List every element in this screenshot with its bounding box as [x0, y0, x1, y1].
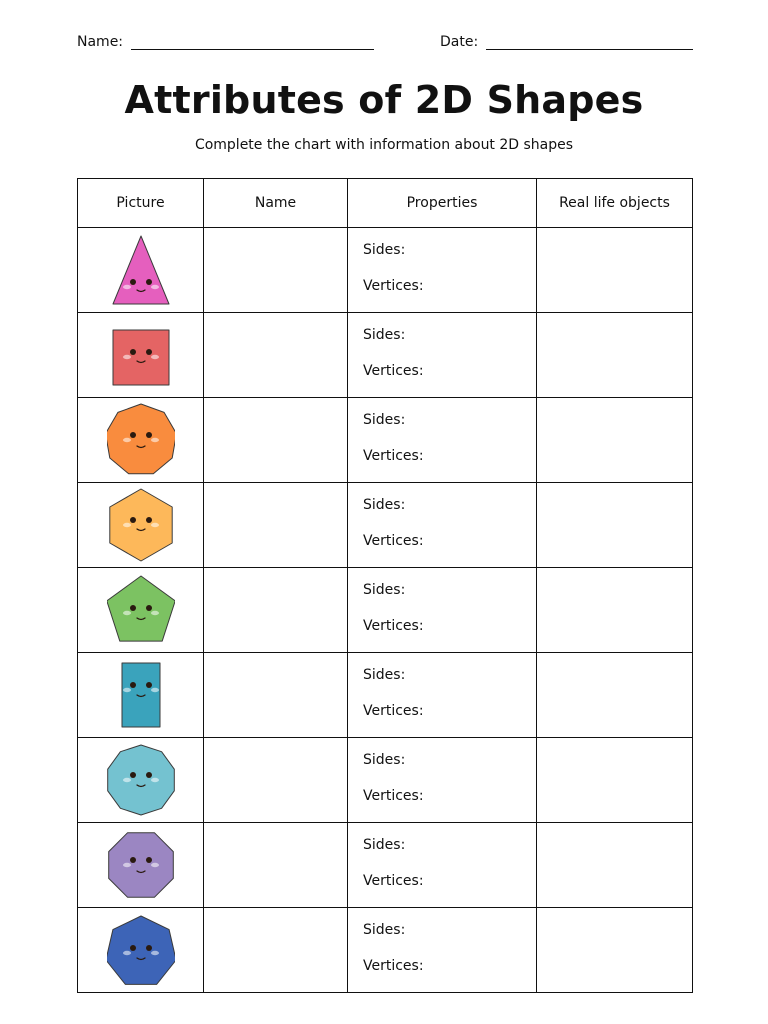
- sides-label: Sides:: [363, 922, 406, 938]
- rectangle-icon: [107, 657, 175, 733]
- name-cell[interactable]: [204, 653, 348, 738]
- sides-label: Sides:: [363, 752, 406, 768]
- picture-cell: [78, 653, 204, 738]
- table-row: [78, 483, 693, 568]
- sides-label: Sides:: [363, 582, 406, 598]
- triangle-icon: [107, 232, 175, 308]
- name-cell[interactable]: [204, 483, 348, 568]
- vertices-label: Vertices:: [363, 448, 424, 464]
- name-label: Name:: [77, 34, 124, 50]
- name-cell[interactable]: [204, 823, 348, 908]
- shapes-chart-table: [77, 178, 693, 993]
- table-row: [78, 568, 693, 653]
- real-life-objects-cell[interactable]: [537, 738, 693, 823]
- sides-label: Sides:: [363, 242, 406, 258]
- name-cell[interactable]: [204, 313, 348, 398]
- name-cell[interactable]: [204, 568, 348, 653]
- vertices-label: Vertices:: [363, 533, 424, 549]
- name-blank-line[interactable]: [131, 35, 374, 50]
- real-life-objects-cell[interactable]: [537, 908, 693, 993]
- octagon-icon: [107, 827, 175, 903]
- table-row: [78, 908, 693, 993]
- nonagon-icon: [107, 402, 175, 478]
- properties-cell[interactable]: [348, 568, 537, 653]
- name-cell[interactable]: [204, 908, 348, 993]
- vertices-label: Vertices:: [363, 363, 424, 379]
- vertices-label: Vertices:: [363, 958, 424, 974]
- properties-cell[interactable]: [348, 483, 537, 568]
- column-header-properties: Properties: [348, 179, 537, 228]
- vertices-label: Vertices:: [363, 618, 424, 634]
- column-header-real-life-objects: Real life objects: [537, 179, 693, 228]
- properties-cell[interactable]: [348, 738, 537, 823]
- table-row: [78, 398, 693, 483]
- page-subtitle: Complete the chart with information about 2D shapes: [194, 137, 574, 153]
- real-life-objects-cell[interactable]: [537, 568, 693, 653]
- page-title: Attributes of 2D Shapes: [124, 78, 644, 122]
- vertices-label: Vertices:: [363, 278, 424, 294]
- heptagon-icon: [107, 912, 175, 988]
- sides-label: Sides:: [363, 667, 406, 683]
- date-label: Date:: [440, 34, 479, 50]
- vertices-label: Vertices:: [363, 788, 424, 804]
- picture-cell: [78, 568, 204, 653]
- picture-cell: [78, 908, 204, 993]
- column-header-name: Name: [204, 179, 348, 228]
- real-life-objects-cell[interactable]: [537, 653, 693, 738]
- properties-cell[interactable]: [348, 823, 537, 908]
- properties-cell[interactable]: [348, 908, 537, 993]
- column-header-picture: Picture: [78, 179, 204, 228]
- pentagon-icon: [107, 572, 175, 648]
- real-life-objects-cell[interactable]: [537, 483, 693, 568]
- real-life-objects-cell[interactable]: [537, 313, 693, 398]
- picture-cell: [78, 483, 204, 568]
- sides-label: Sides:: [363, 412, 406, 428]
- table-row: [78, 228, 693, 313]
- picture-cell: [78, 228, 204, 313]
- name-cell[interactable]: [204, 228, 348, 313]
- date-field[interactable]: [440, 34, 693, 50]
- real-life-objects-cell[interactable]: [537, 823, 693, 908]
- name-cell[interactable]: [204, 398, 348, 483]
- sides-label: Sides:: [363, 837, 406, 853]
- table-row: [78, 653, 693, 738]
- picture-cell: [78, 738, 204, 823]
- real-life-objects-cell[interactable]: [537, 228, 693, 313]
- table-row: [78, 738, 693, 823]
- properties-cell[interactable]: [348, 398, 537, 483]
- sides-label: Sides:: [363, 327, 406, 343]
- name-field[interactable]: [77, 34, 374, 50]
- sides-label: Sides:: [363, 497, 406, 513]
- table-row: [78, 823, 693, 908]
- properties-cell[interactable]: [348, 653, 537, 738]
- properties-cell[interactable]: [348, 228, 537, 313]
- date-blank-line[interactable]: [486, 35, 693, 50]
- picture-cell: [78, 313, 204, 398]
- hexagon-icon: [107, 487, 175, 563]
- table-row: [78, 313, 693, 398]
- vertices-label: Vertices:: [363, 703, 424, 719]
- properties-cell[interactable]: [348, 313, 537, 398]
- vertices-label: Vertices:: [363, 873, 424, 889]
- real-life-objects-cell[interactable]: [537, 398, 693, 483]
- picture-cell: [78, 823, 204, 908]
- name-cell[interactable]: [204, 738, 348, 823]
- picture-cell: [78, 398, 204, 483]
- square-icon: [107, 317, 175, 393]
- decagon-icon: [107, 742, 175, 818]
- table-header-row: [78, 179, 693, 228]
